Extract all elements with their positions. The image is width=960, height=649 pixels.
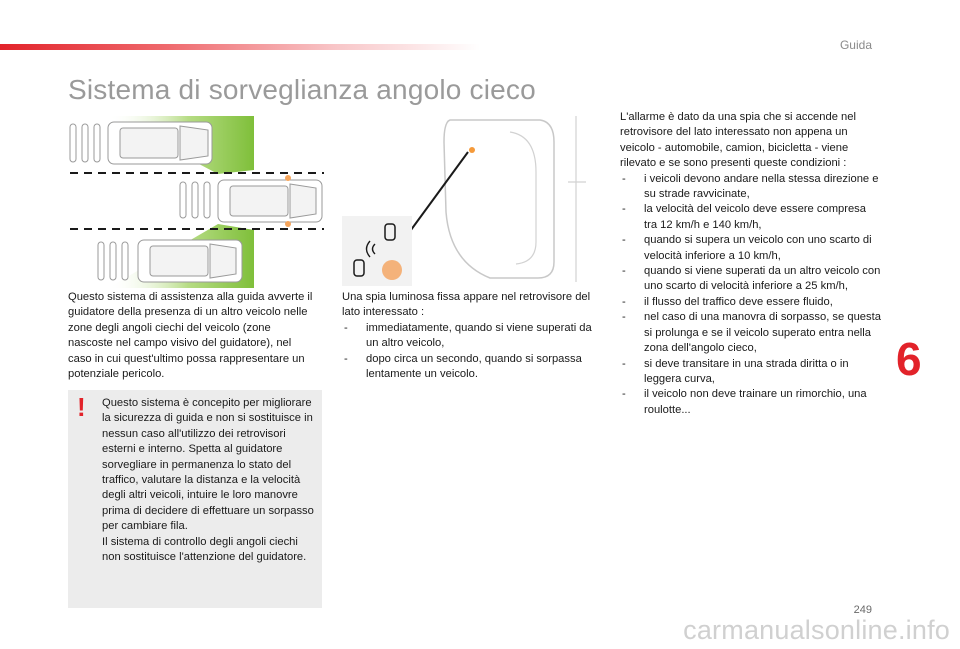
intro-paragraph: Questo sistema di assistenza alla guida avverte il guidatore della presenza di un altro veicolo nelle zone degli angoli ciechi del veicolo (zone nascoste nel campo visivo del guidatore), nel caso in cui quest'ultimo possa rappresentare un potenziale pericolo. <box>68 291 313 381</box>
blind-spot-zones-illustration <box>68 112 326 288</box>
alarm-section <box>620 110 882 418</box>
page-number: 249 <box>853 604 872 616</box>
warning-line-2: Il sistema di controllo degli angoli ciechi non sostituisce l'attenzione del guidatore. <box>102 535 307 564</box>
list-item: - i veicoli devono andare nella stessa direzione e su strade ravvicinate, <box>620 172 882 203</box>
exclamation-icon: ! <box>77 392 86 422</box>
indicator-intro: Una spia luminosa fissa appare nel retrovisore del lato interessato : <box>342 291 591 319</box>
list-item: - quando si supera un veicolo con uno scarto di velocità inferiore a 10 km/h, <box>620 233 882 264</box>
warning-text <box>102 396 314 565</box>
chapter-number: 6 <box>896 333 922 385</box>
header-accent-bar <box>0 44 480 50</box>
warning-line-1: Questo sistema è concepito per migliorare la sicurezza di guida e non si sostituisce in nessun caso all'utilizzo dei retrovisori esterni e interno. Spetta al guidatore sorvegliare in permanenza lo stato del traffico, valutare la distanza e la velocità degli altri veicoli, intuire le loro manovre prima di decidere di effettuare un sorpasso per cambiare fila. <box>102 397 314 533</box>
mirror-warning-lamp <box>469 147 475 153</box>
watermark: carmanualsonline.info <box>683 615 950 645</box>
warning-box <box>68 390 322 608</box>
list-item: - quando si viene superati da un altro veicolo con uno scarto di velocità inferiore a 25 km/h, <box>620 264 882 295</box>
list-item: - nel caso di una manovra di sorpasso, se questa si prolunga e se il veicolo superato entra nella zona dell'angolo cieco, <box>620 310 882 356</box>
vehicle-top <box>70 122 212 164</box>
own-vehicle <box>180 180 322 222</box>
section-label: Guida <box>839 38 872 52</box>
mirror-indicator-illustration <box>340 112 586 288</box>
vehicle-bottom <box>98 240 242 282</box>
indicator-section <box>342 290 596 382</box>
page-title: Sistema di sorveglianza angolo cieco <box>68 74 536 105</box>
zoom-inset <box>342 216 412 286</box>
list-item: - la velocità del veicolo deve essere compresa tra 12 km/h e 140 km/h, <box>620 202 882 233</box>
list-item: - dopo circa un secondo, quando si sorpassa lentamente un veicolo. <box>342 352 596 383</box>
list-item: - il flusso del traffico deve essere fluido, <box>620 295 882 310</box>
indicator-list <box>342 321 596 383</box>
side-mirror <box>444 120 554 278</box>
conditions-list <box>620 172 882 419</box>
alarm-intro: L'allarme è dato da una spia che si accende nel retrovisore del lato interessato non appena un veicolo - automobile, camion, bicicletta - viene rilevato e se sono presenti queste condizioni : <box>620 111 856 170</box>
list-item: - immediatamente, quando si viene superati da un altro veicolo, <box>342 321 596 352</box>
list-item: - si deve transitare in una strada diritta o in leggera curva, <box>620 357 882 388</box>
list-item: - il veicolo non deve trainare un rimorchio, una roulotte... <box>620 387 882 418</box>
